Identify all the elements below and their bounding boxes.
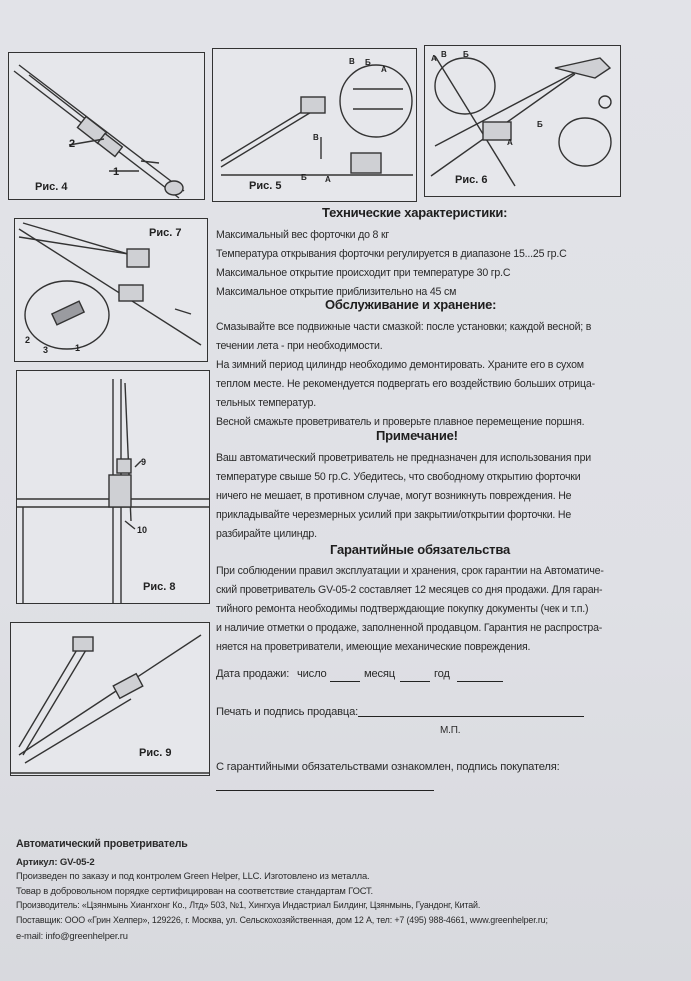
maintenance-line: тельных температур.	[216, 397, 316, 409]
figure-7-drawing	[15, 219, 207, 361]
spec-line: Максимальное открытие приблизительно на 45 см	[216, 286, 457, 298]
figure-4	[8, 52, 205, 200]
footer-line: Производитель: «Цзянмынь Хиангхонг Ко., Лтд» 503, №1, Хингхуа Индастриал Билдинг, Цзянмынь, Гуандонг, Китай.	[16, 900, 481, 910]
callout-b: Б	[463, 50, 469, 59]
warranty-line: ский проветриватель GV-05-2 составляет 12 месяцев со дня продажи. Для гаран-	[216, 584, 603, 596]
day-field[interactable]	[330, 681, 360, 682]
buyer-sign-field[interactable]	[216, 790, 434, 791]
figure-9-label: Рис. 9	[139, 747, 172, 759]
figure-4-drawing	[9, 53, 204, 199]
figure-8-drawing	[17, 371, 209, 603]
figure-7	[14, 218, 208, 362]
note-line: ничего не мешает, в противном случае, могут возникнуть повреждения. Не	[216, 490, 572, 502]
maintenance-title: Обслуживание и хранение:	[325, 297, 497, 312]
spec-line: Температура открывания форточки регулируется в диапазоне 15...25 гр.С	[216, 248, 567, 260]
callout-1: 1	[113, 166, 120, 178]
figure-5	[212, 48, 417, 202]
footer-line: Товар в добровольном порядке сертифицирован на соответствие стандартам ГОСТ.	[16, 885, 374, 896]
warranty-title: Гарантийные обязательства	[330, 542, 510, 557]
seller-sign-field[interactable]	[358, 716, 584, 717]
figure-7-label: Рис. 7	[149, 227, 182, 239]
seller-sign-label: Печать и подпись продавца:	[216, 706, 359, 718]
maintenance-line: Весной смажьте проветриватель и проверьте плавное перемещение поршня.	[216, 416, 585, 428]
day-label: число	[297, 668, 327, 680]
callout-a: А	[381, 65, 387, 74]
callout-1: 1	[75, 343, 81, 353]
callout-b2: Б	[537, 120, 543, 129]
maintenance-line: теплом месте. Не рекомендуется подвергать его воздействию больших отрица-	[216, 378, 595, 390]
figure-8-label: Рис. 8	[143, 581, 176, 593]
article: Артикул: GV-05-2	[16, 857, 95, 868]
note-line: разбирайте цилиндр.	[216, 528, 317, 540]
warranty-line: тийного ремонта необходимы подтверждающие покупку документы (чек и т.п.)	[216, 603, 589, 615]
callout-2: 2	[69, 138, 76, 150]
buyer-sign-label: С гарантийными обязательствами ознакомлен, подпись покупателя:	[216, 761, 560, 773]
callout-v2: В	[313, 133, 319, 142]
year-field[interactable]	[457, 681, 503, 682]
footer-email: e-mail: info@greenhelper.ru	[16, 930, 128, 941]
month-field[interactable]	[400, 681, 430, 682]
callout-3: 3	[43, 345, 49, 355]
callout-v: В	[441, 50, 447, 59]
spec-line: Максимальное открытие происходит при температуре 30 гр.С	[216, 267, 511, 279]
footer-line: Произведен по заказу и под контролем Green Helper, LLC. Изготовлено из металла.	[16, 870, 370, 881]
warranty-line: При соблюдении правил эксплуатации и хранения, срок гарантии на Автоматиче-	[216, 565, 604, 577]
callout-10: 10	[137, 525, 148, 535]
warranty-line: и наличие отметки о продаже, заполненной продавцом. Гарантия не распростра-	[216, 622, 603, 634]
product-name: Автоматический проветриватель	[16, 838, 188, 850]
callout-v: В	[349, 57, 355, 66]
note-line: Ваш автоматический проветриватель не предназначен для использования при	[216, 452, 591, 464]
note-line: температуре свыше 50 гр.С. Убедитесь, что свободному открытию форточки	[216, 471, 581, 483]
figure-8	[16, 370, 210, 604]
figure-5-label: Рис. 5	[249, 180, 282, 192]
note-title: Примечание!	[376, 428, 458, 443]
figure-9-drawing	[11, 623, 209, 775]
stamp-label: М.П.	[440, 725, 461, 736]
sale-date-label: Дата продажи:	[216, 668, 290, 680]
callout-a2: А	[507, 138, 513, 147]
warranty-line: няется на проветриватели, имеющие механические повреждения.	[216, 641, 531, 653]
callout-b: Б	[365, 58, 371, 67]
maintenance-line: Смазывайте все подвижные части смазкой: после установки; каждой весной; в	[216, 321, 592, 333]
figure-6-label: Рис. 6	[455, 174, 488, 186]
maintenance-line: На зимний период цилиндр необходимо демонтировать. Храните его в сухом	[216, 359, 584, 371]
maintenance-line: течении лета - при необходимости.	[216, 340, 383, 352]
footer-line: Поставщик: ООО «Грин Хелпер», 129226, г. Москва, ул. Сельскохозяйственная, дом 12 А, тел: +7 (495) 988-4661, www.greenhelper.ru;	[16, 915, 548, 925]
figure-9	[10, 622, 210, 776]
callout-2: 2	[25, 335, 31, 345]
specs-title: Технические характеристики:	[322, 205, 508, 220]
callout-9: 9	[141, 457, 147, 467]
spec-line: Максимальный вес форточки до 8 кг	[216, 229, 390, 241]
callout-a2: А	[325, 175, 331, 184]
figure-6	[424, 45, 621, 197]
callout-b2: Б	[301, 173, 307, 182]
figure-4-label: Рис. 4	[35, 181, 68, 193]
year-label: год	[434, 668, 450, 680]
callout-a: А	[431, 54, 437, 63]
month-label: месяц	[364, 668, 395, 680]
note-line: прикладывайте черезмерных усилий при закрытии/открытии форточки. Не	[216, 509, 572, 521]
